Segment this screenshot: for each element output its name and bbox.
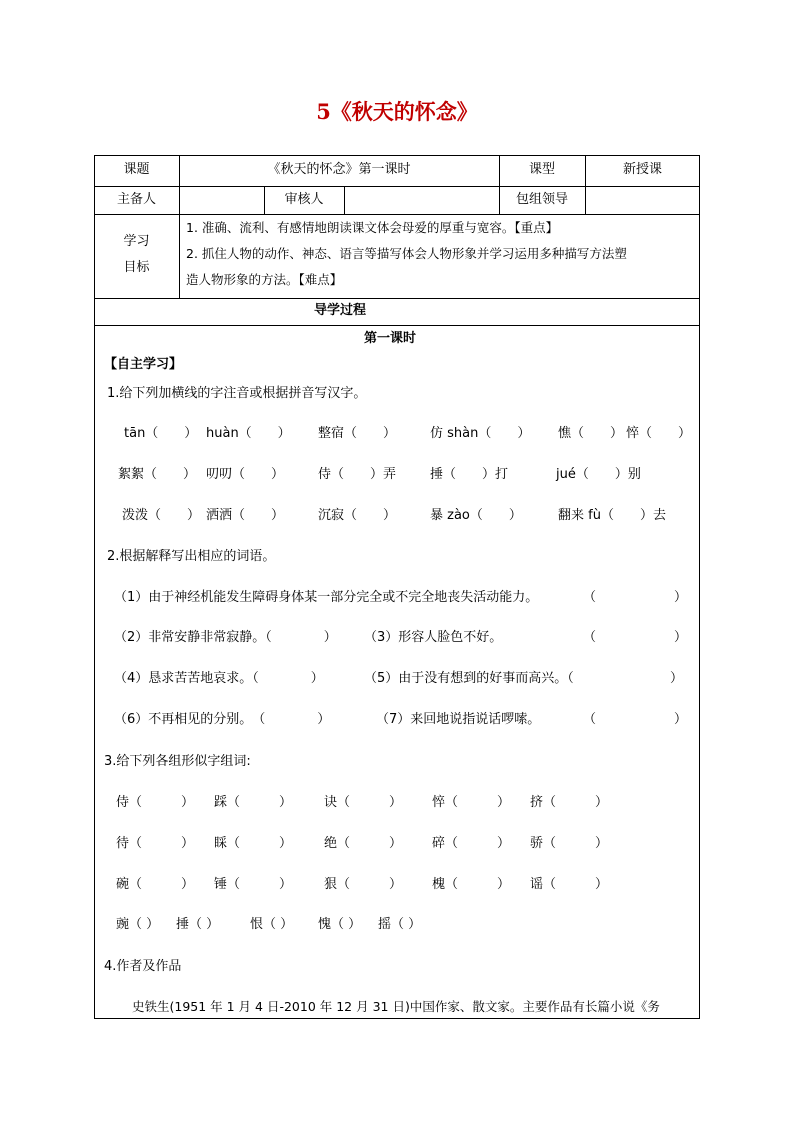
goal-2a: 2. 抓住人物的动作、神态、语言等描写体会人物形象并学习运用多种描写方法塑 <box>186 246 627 261</box>
value-type: 新授课 <box>622 162 662 177</box>
label-goals-1: 学习 <box>123 234 150 249</box>
q3-item: 碎（ ） <box>432 836 511 851</box>
table-rule <box>94 325 700 326</box>
q2-item: （1）由于神经机能发生障碍身体某一部分完全或不完全地丧失活动能力。 <box>114 590 539 605</box>
label-course: 课题 <box>123 162 150 177</box>
q3-item: 槐（ ） <box>432 877 511 892</box>
label-preparer: 主备人 <box>116 192 156 207</box>
q4-title: 4.作者及作品 <box>104 959 182 974</box>
goal-1: 1. 准确、流利、有感情地朗读课文体会母爱的厚重与宽容。【重点】 <box>186 220 559 235</box>
q3-item: 挤（ ） <box>530 795 609 810</box>
q1-item: huàn（ ） <box>206 426 291 441</box>
q2-item: （5）由于没有想到的好事而高兴。（ <box>364 671 574 686</box>
label-type: 课型 <box>528 162 555 177</box>
q3-item: 诀（ ） <box>324 795 403 810</box>
q4-text: 史铁生(1951 年 1 月 4 日-2010 年 12 月 31 日)中国作家、散文家。主要作品有长篇小说《务 <box>132 999 660 1014</box>
table-rule <box>94 214 700 215</box>
q1-item: 暴 zào（ ） <box>430 508 522 523</box>
q3-item: 睬（ ） <box>214 836 293 851</box>
q3-item: 捶（ ） <box>176 917 220 932</box>
document-title: 5《秋天的怀念》 <box>316 99 478 124</box>
q3-item: 待（ ） <box>116 836 195 851</box>
label-group-leader: 包组领导 <box>515 192 568 207</box>
q3-item: 碗（ ） <box>116 877 195 892</box>
q1-item: 侍（ ）弄 <box>318 467 397 482</box>
q3-item: 豌（ ） <box>116 917 160 932</box>
q1-item: jué（ ）别 <box>556 467 641 482</box>
label-reviewer: 审核人 <box>284 192 324 207</box>
q3-item: 悴（ ） <box>432 795 511 810</box>
q1-item: 仿 shàn（ ） <box>430 426 531 441</box>
q1-item: 捶（ ）打 <box>430 467 509 482</box>
q1-item: 整宿（ ） <box>318 426 397 441</box>
q3-item: 愧（ ） <box>318 917 362 932</box>
self-study-heading: 【自主学习】 <box>104 357 183 372</box>
q3-item: 锤（ ） <box>214 877 293 892</box>
q3-title: 3.给下列各组形似字组词: <box>104 754 251 769</box>
q2-blank: （ ） <box>583 630 688 645</box>
value-course: 《秋天的怀念》第一课时 <box>267 162 411 177</box>
q2-close: ） <box>670 671 684 686</box>
goal-2b: 造人物形象的方法。【难点】 <box>186 272 343 287</box>
process-title: 导学过程 <box>313 303 366 318</box>
q2-item: （2）非常安静非常寂静。（ ） <box>114 630 337 645</box>
q1-item: 憔（ ） <box>558 426 624 441</box>
q2-blank: （ ） <box>583 590 688 605</box>
q1-item: 絮絮（ ） <box>118 467 197 482</box>
q1-item: 泼泼（ ） <box>122 508 201 523</box>
q1-item: 叨叨（ ） <box>206 467 285 482</box>
table-rule <box>94 186 700 187</box>
q3-item: 踩（ ） <box>214 795 293 810</box>
q2-item: （7）来回地说指说话啰嗦。 <box>376 712 541 727</box>
q1-item: 翻来 fù（ ）去 <box>558 508 666 523</box>
q3-item: 恨（ ） <box>250 917 294 932</box>
q3-item: 骄（ ） <box>530 836 609 851</box>
q3-item: 狠（ ） <box>324 877 403 892</box>
q1-item: 洒洒（ ） <box>206 508 285 523</box>
q2-item: （3）形容人脸色不好。 <box>364 630 503 645</box>
q1-item: tān（ ） <box>124 426 198 441</box>
q3-item: 绝（ ） <box>324 836 403 851</box>
q3-item: 谣（ ） <box>530 877 609 892</box>
q2-title: 2.根据解释写出相应的词语。 <box>107 549 276 564</box>
q2-item: （4）恳求苦苦地哀求。（ ） <box>114 671 324 686</box>
q2-blank: （ ） <box>583 712 688 727</box>
table-rule <box>344 186 345 214</box>
q1-item: 沉寂（ ） <box>318 508 397 523</box>
table-rule <box>94 298 700 299</box>
lesson-title: 第一课时 <box>363 331 416 346</box>
label-goals-2: 目标 <box>123 260 150 275</box>
q3-item: 摇（ ） <box>378 917 422 932</box>
q1-title: 1.给下列加横线的字注音或根据拼音写汉字。 <box>107 386 367 401</box>
q3-item: 侍（ ） <box>116 795 195 810</box>
q2-item: （6）不再相见的分别。 （ ） <box>114 712 331 727</box>
q1-item: 悴（ ） <box>626 426 692 441</box>
